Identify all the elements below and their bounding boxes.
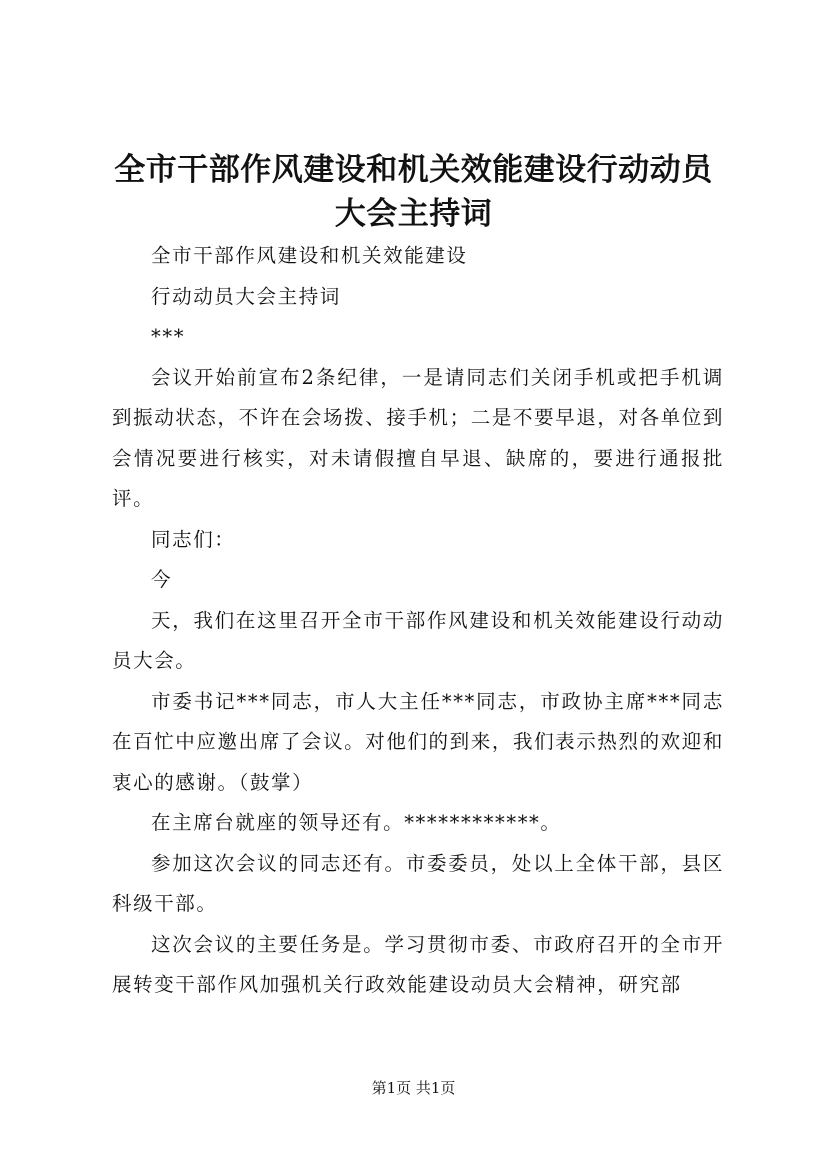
paragraph: 天，我们在这里召开全市干部作风建设和机关效能建设行动动员大会。: [112, 608, 724, 672]
paragraph: 这次会议的主要任务是。学习贯彻市委、市政府召开的全市开展转变干部作风加强机关行政效能建设动员大会精神，研究部: [112, 932, 724, 996]
document-title: 全市干部作风建设和机关效能建设行动动员大会主持词: [114, 152, 713, 232]
paragraph: 会议开始前宣布2条纪律，一是请同志们关闭手机或把手机调到振动状态，不许在会场拨、接手机；二是不要早退，对各单位到会情况要进行核实，对未请假擅自早退、缺席的，要进行通报批评。: [112, 365, 724, 510]
paragraph: 同志们：: [151, 527, 236, 551]
paragraph: 全市干部作风建设和机关效能建设: [151, 244, 468, 267]
paragraph: 行动动员大会主持词: [151, 284, 341, 308]
paragraph: ***: [151, 325, 186, 348]
paragraph: 今: [151, 568, 173, 591]
paragraph: 在主席台就座的领导还有。************。: [151, 811, 562, 834]
page-footer: 第1页 共1页: [371, 1079, 456, 1097]
document-body: [112, 236, 724, 1006]
paragraph: 市委书记***同志，市人大主任***同志，市政协主席***同志在百忙中应邀出席了会议。对他们的到来，我们表示热烈的欢迎和衷心的感谢。（鼓掌）: [112, 689, 724, 794]
paragraph: 参加这次会议的同志还有。市委委员，处以上全体干部，县区科级干部。: [112, 851, 724, 915]
